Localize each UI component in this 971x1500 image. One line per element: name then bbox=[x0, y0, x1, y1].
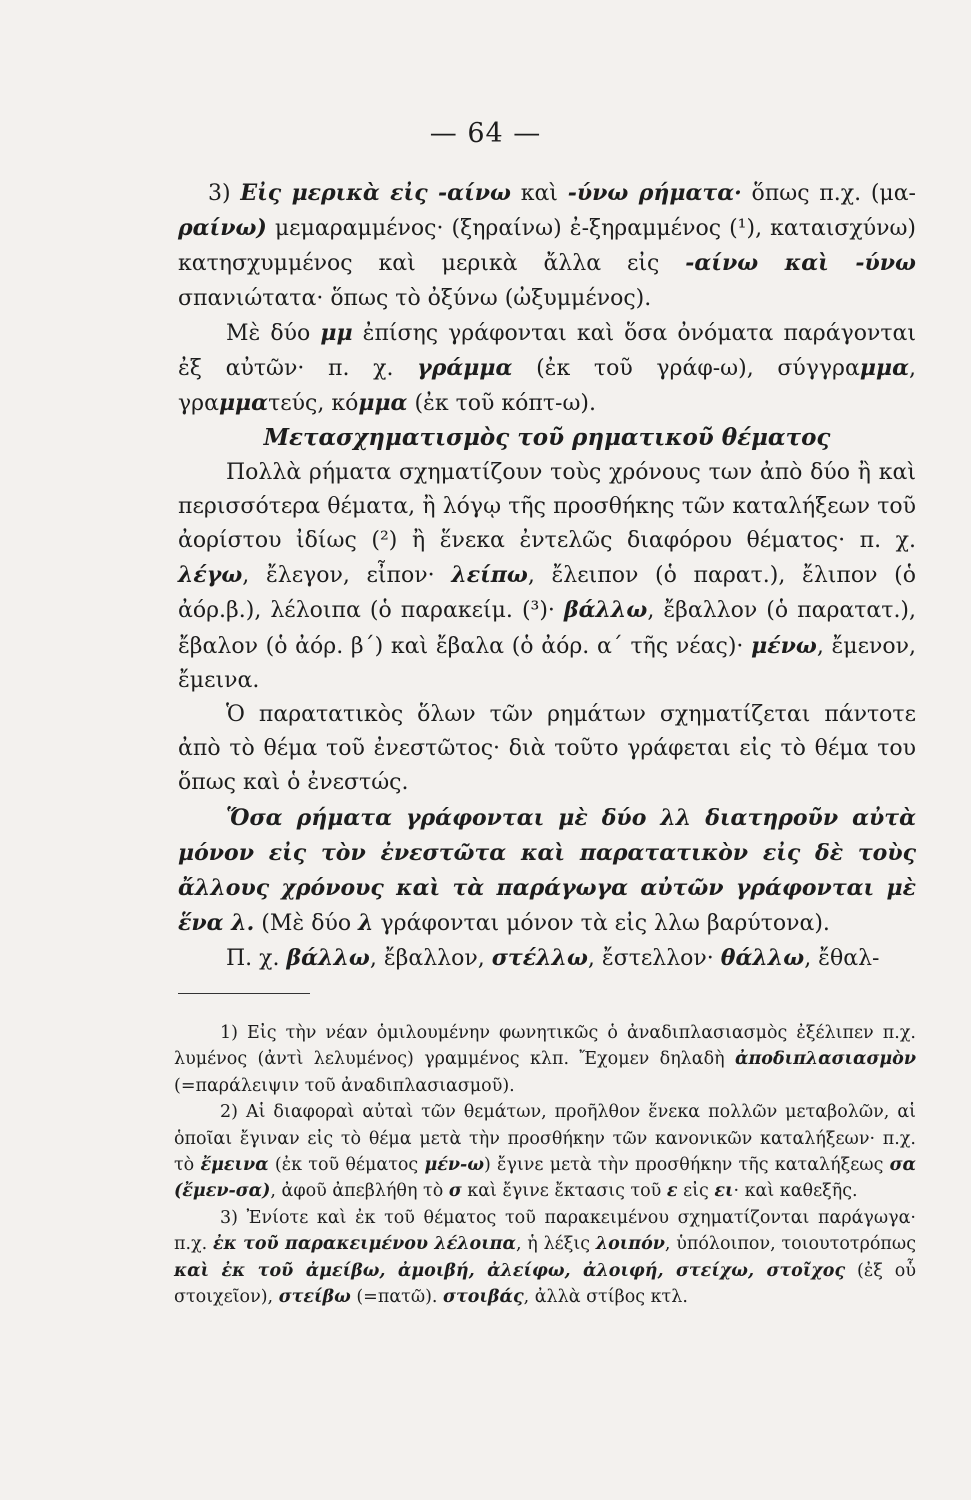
text: , ἔστελλον· bbox=[587, 946, 721, 972]
text: ὅπως π.χ. (μα- bbox=[741, 181, 916, 206]
text: , ἔλεγον, εἶπον· bbox=[242, 563, 452, 589]
emphasis: γράμμα bbox=[417, 355, 513, 382]
text: Π. χ. bbox=[226, 946, 287, 972]
emphasis: λοιπόν bbox=[595, 1234, 665, 1255]
text: · καὶ καθεξῆς. bbox=[733, 1181, 858, 1202]
emphasis: μμα bbox=[859, 355, 909, 382]
footnotes bbox=[174, 1020, 916, 1310]
emphasis: λ bbox=[358, 910, 374, 937]
emphasis: καὶ ἐκ τοῦ ἀμείβω, ἀμοιβή, ἀλείφω, ἀλοιφή, στείχω, στοῖχος bbox=[174, 1260, 846, 1281]
emphasis: ἔμεινα bbox=[200, 1155, 269, 1176]
emphasis: ἐκ τοῦ παρακειμένου λέλοιπα bbox=[213, 1234, 516, 1255]
emphasis: Ὅσα ρήματα γράφονται μὲ δύο λλ διατηροῦν αὐτὰ μόνον εἰς τὸν ἐνεστῶτα καὶ παρατατικὸν εἰς δὲ τοὺς ἄλλους χρόνους καὶ τὰ παράγωγα αὐτῶν γράφονται μὲ ἕνα λ. bbox=[178, 804, 916, 937]
text: 3) Ἐνίοτε καὶ ἐκ τοῦ θέματος τοῦ παρακειμένου σχηματίζονται παράγωγα· π.χ. bbox=[174, 1207, 916, 1255]
text: Μὲ δύο bbox=[226, 320, 321, 346]
emphasis: θάλλω bbox=[720, 945, 805, 972]
text: 3) bbox=[208, 181, 241, 206]
emphasis: βάλλω bbox=[286, 945, 370, 972]
emphasis: μένω bbox=[751, 632, 817, 659]
text: τεύς, κό bbox=[268, 391, 359, 417]
text: , ἀλλὰ στίβος κτλ. bbox=[523, 1287, 688, 1308]
section-heading: Μετασχηματισμὸς τοῦ ρηματικοῦ θέματος bbox=[263, 424, 831, 452]
paragraph-6 bbox=[178, 941, 916, 976]
emphasis: στέλλω bbox=[491, 945, 588, 972]
emphasis: σ bbox=[448, 1181, 462, 1202]
text: , γρα bbox=[178, 356, 916, 417]
emphasis: Εἰς μερικὰ εἰς -αίνω bbox=[240, 180, 511, 206]
text: καὶ ἔγινε ἔκτασις τοῦ bbox=[461, 1181, 667, 1202]
paragraph-1 bbox=[178, 176, 916, 316]
text: (ἐκ τοῦ κόπτ-ω). bbox=[407, 391, 596, 417]
emphasis: μμα bbox=[218, 390, 269, 417]
paragraph-5 bbox=[178, 801, 916, 942]
emphasis: ἀποδιπλασιασμὸν bbox=[735, 1049, 916, 1070]
text: (ἐκ τοῦ γράφ-ω), σύγγρα bbox=[512, 356, 860, 382]
text: 2) Αἱ διαφοραὶ αὐταὶ τῶν θεμάτων, προῆλθον ἕνεκα πολλῶν μεταβολῶν, αἱ ὁποῖαι ἔγιναν εἰς τὸ θέμα μετὰ τὴν προσθήκην τῶν κανονικῶν καταλήξεων· π.χ. τὸ bbox=[174, 1102, 916, 1176]
text: (=πατῶ). bbox=[350, 1287, 444, 1308]
emphasis: ε bbox=[666, 1181, 678, 1202]
text: 1) Εἰς τὴν νέαν ὁμιλουμένην φωνητικῶς ὁ ἀναδιπλασιασμὸς ἐξέλιπεν π.χ. λυμένος (ἀντὶ λελυμένος) γραμμένος κλπ. Ἔχομεν δηλαδὴ bbox=[174, 1023, 916, 1070]
text: (ἐξ οὗ στοιχεῖον), bbox=[174, 1260, 916, 1308]
emphasis: μμα bbox=[358, 390, 408, 417]
emphasis: μμ bbox=[320, 319, 353, 346]
emphasis: -ύνω ρήματα· bbox=[567, 180, 742, 206]
emphasis: μέν-ω bbox=[424, 1155, 484, 1176]
emphasis: λέγω bbox=[178, 562, 243, 589]
text: (Μὲ δύο bbox=[254, 911, 359, 937]
text: , ἔθαλ- bbox=[804, 946, 880, 972]
emphasis: ραίνω) bbox=[178, 215, 267, 242]
footnote-3 bbox=[174, 1205, 916, 1311]
text: καὶ bbox=[510, 181, 568, 206]
page-number: — 64 — bbox=[429, 118, 542, 149]
text: γράφονται μόνον τὰ εἰς λλω βαρύτονα). bbox=[373, 911, 830, 937]
text: Πολλὰ ρήματα σχηματίζουν τοὺς χρόνους των ἀπὸ δύο ἢ καὶ περισσότερα θέματα, ἢ λόγῳ τῆς προσθήκης τῶν καταλήξεων τοῦ ἀορίστου ἰδίως (²) ἢ ἕνεκα ἐντελῶς διαφόρου θέματος· π. χ. bbox=[178, 459, 916, 554]
text: ἐπίσης γράφονται καὶ ὅσα ὀνόματα παράγονται ἐξ αὐτῶν· π. χ. bbox=[178, 320, 916, 382]
paragraph-2 bbox=[178, 316, 916, 422]
footnote-2 bbox=[174, 1099, 916, 1205]
emphasis: βάλλω bbox=[563, 597, 648, 624]
footnote-separator bbox=[178, 993, 310, 994]
text: , ἔβαλλον (ὁ παρατατ.), ἔβαλον (ὁ ἀόρ. β΄) καὶ ἔβαλα (ὁ ἀόρ. α΄ τῆς νέας)· bbox=[178, 598, 917, 659]
text: , ἔβαλλον, bbox=[369, 946, 492, 972]
emphasis: λείπω bbox=[451, 562, 528, 589]
text: (ἐκ τοῦ θέματος bbox=[268, 1155, 425, 1176]
text: (=παράλειψιν τοῦ ἀναδιπλασιασμοῦ). bbox=[174, 1075, 515, 1096]
text: , ὑπόλοιπον, τοιουτοτρόπως bbox=[664, 1234, 916, 1255]
main-text bbox=[178, 176, 916, 977]
text: εἰς bbox=[677, 1181, 715, 1202]
text: , ἔλειπον (ὁ παρατ.), ἔλιπον (ὁ ἀόρ.β.), λέλοιπα (ὁ παρακείμ. (³)· bbox=[178, 563, 916, 624]
emphasis: στείβω bbox=[278, 1287, 351, 1308]
emphasis: ει bbox=[714, 1181, 734, 1202]
emphasis: στοιβάς bbox=[443, 1287, 524, 1308]
text: , ἔμενον, ἔμεινα. bbox=[178, 633, 916, 693]
emphasis: σα (ἔμεν-σα) bbox=[174, 1155, 917, 1202]
paragraph-3 bbox=[178, 456, 916, 698]
text: μεμαραμμένος· (ξηραίνω) ἐ-ξηραμμένος (¹), καταισχύνω) κατησχυμμένος καὶ μερικὰ ἄλλα εἰς bbox=[178, 216, 916, 277]
text: ) ἔγινε μετὰ τὴν προσθήκην τῆς καταλήξεως bbox=[483, 1155, 890, 1176]
emphasis: -αίνω καὶ -ύνω bbox=[685, 250, 916, 277]
paragraph-4: Ὁ παρατατικὸς ὅλων τῶν ρημάτων σχηματίζεται πάντοτε ἀπὸ τὸ θέμα τοῦ ἐνεστῶτος· διὰ τοῦτο γράφεται εἰς τὸ θέμα του ὅπως καὶ ὁ ἐνεστώς. bbox=[178, 702, 916, 796]
text: , ἀφοῦ ἀπεβλήθη τὸ bbox=[270, 1181, 449, 1202]
text: σπανιώτατα· ὅπως τὸ ὀξύνω (ὠξυμμένος). bbox=[178, 285, 652, 311]
footnote-1 bbox=[174, 1020, 916, 1099]
text: , ἡ λέξις bbox=[515, 1234, 596, 1255]
